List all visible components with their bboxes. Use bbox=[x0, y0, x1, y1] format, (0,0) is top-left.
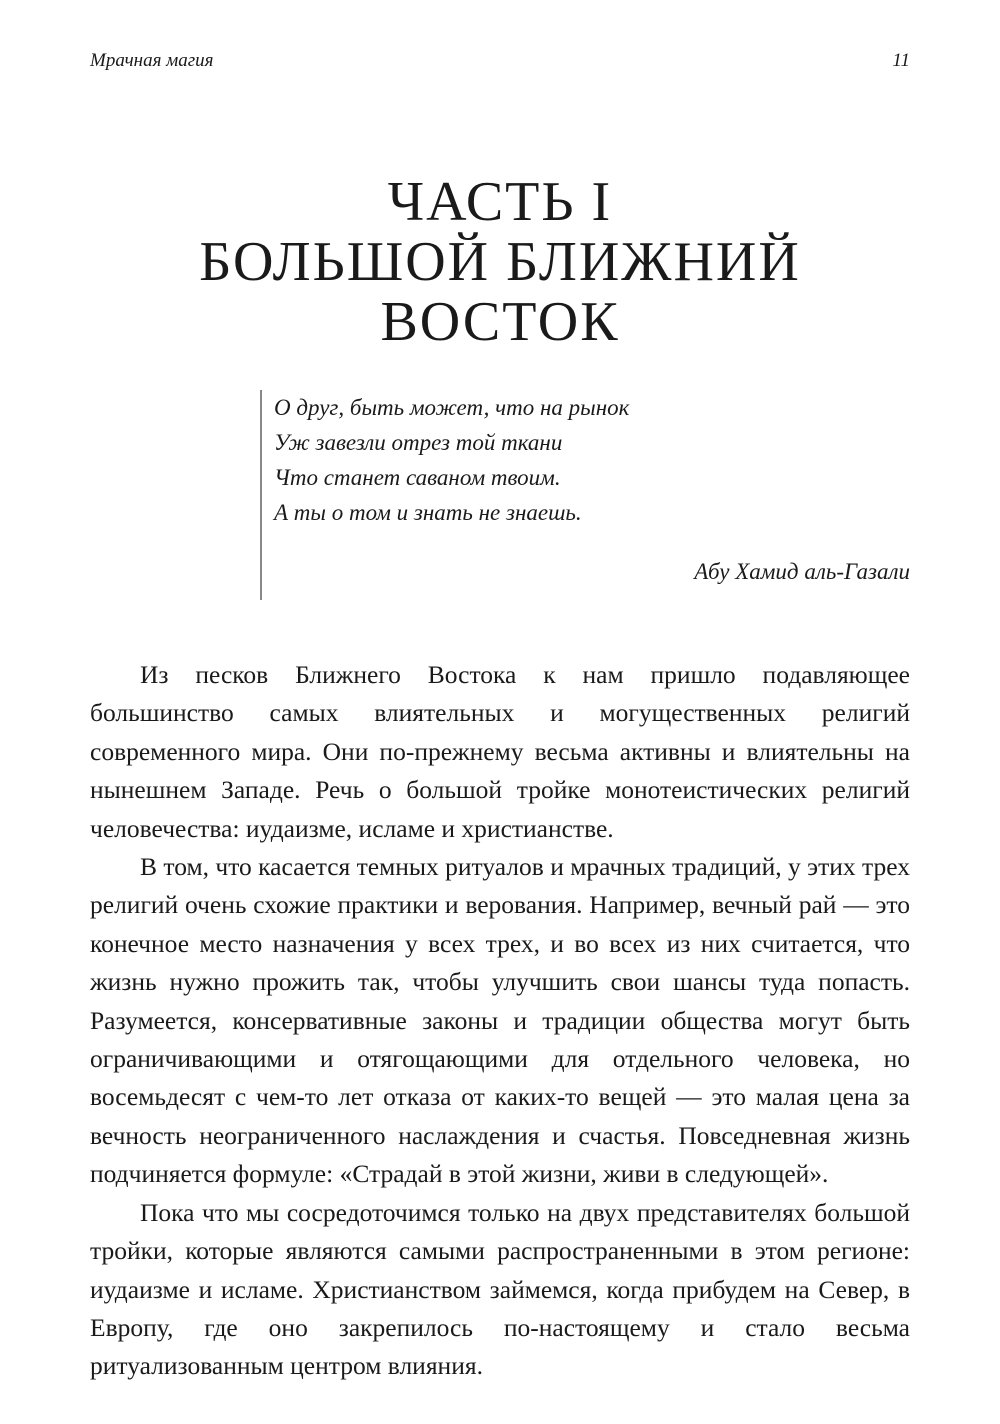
epigraph-line-3: Что станет саваном твоим. bbox=[274, 465, 561, 490]
part-heading bbox=[90, 172, 910, 352]
epigraph-author: Абу Хамид аль-Газали bbox=[694, 559, 910, 584]
page-number: 11 bbox=[892, 50, 910, 71]
part-heading-line-3: ВОСТОК bbox=[380, 291, 620, 353]
paragraph-3: Пока что мы сосредоточимся только на двух представителях большой тройки, которые являются самыми распространенными в этом регионе: иудаизме и исламе. Христианством займемся, когда прибудем на Север, в Европу, где оно закрепилось по-настоящему и стало весьма ритуализованным центром влияния. bbox=[90, 1197, 910, 1381]
paragraph-2: В том, что касается темных ритуалов и мрачных традиций, у этих трех религий очень схожие практики и верования. Например, вечный рай — это конечное место назначения у всех трех, и во всех из них считается, что жизнь нужно прожить так, чтобы улучшить свои шансы туда попасть. Разумеется, консервативные законы и традиции общества могут быть ограничивающими и отягощающими для отдельного человека, но восемьдесят с чем-то лет отказа от каких-то вещей — это малая цена за вечность неограниченного наслаждения и счастья. Повседневная жизнь подчиняется формуле: «Страдай в этой жизни, живи в следующей». bbox=[90, 852, 910, 1189]
part-heading-line-1: ЧАСТЬ I bbox=[387, 171, 613, 233]
running-head bbox=[90, 50, 910, 78]
epigraph bbox=[260, 390, 910, 600]
body-text bbox=[90, 656, 910, 1386]
epigraph-line-2: Уж завезли отрез той ткани bbox=[274, 430, 563, 455]
epigraph-line-4: А ты о том и знать не знаешь. bbox=[274, 500, 582, 525]
part-heading-line-2: БОЛЬШОЙ БЛИЖНИЙ bbox=[199, 231, 801, 293]
epigraph-line-1: О друг, быть может, что на рынок bbox=[274, 395, 630, 420]
paragraph-1: Из песков Ближнего Востока к нам пришло подавляющее большинство самых влиятельных и могущественных религий современного мира. Они по-прежнему весьма активны и влиятельны на нынешнем Западе. Речь о большой тройке монотеистических религий человечества: иудаизме, исламе и христианстве. bbox=[90, 660, 910, 843]
running-title: Мрачная магия bbox=[90, 50, 214, 71]
